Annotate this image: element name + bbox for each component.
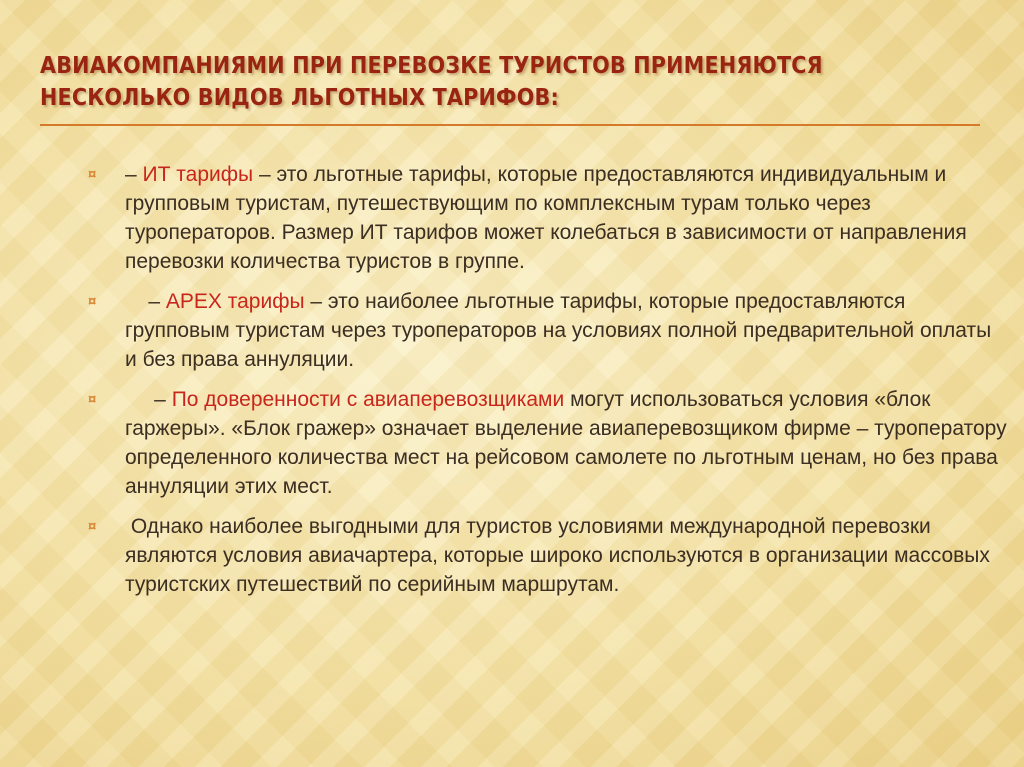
bullet-prefix: –: [125, 388, 172, 411]
bullet-highlight: ИТ тарифы: [142, 163, 254, 186]
bullet-highlight: АРЕХ тарифы: [165, 290, 305, 313]
bullet-charter: [88, 512, 1008, 599]
title-divider: [40, 124, 980, 126]
bullet-text: Однако наиболее выгодными для туристов условиями международной перевозки являются условия авиачартера, которые широко используются в организации массовых туристских путешествий по серийным маршрутам.: [125, 515, 990, 596]
bullet-text: – это льготные тарифы, которые предоставляются индивидуальным и групповым туристам, путешествующим по комплексным турам только через туроператоров. Размер ИТ тарифов может колебаться в зависимости от направления перевозки количества туристов в группе.: [125, 163, 967, 273]
bullet-block-seats: [88, 385, 1008, 501]
bullet-apex-fares: [88, 287, 1008, 374]
bullet-marker-icon: ¤: [88, 293, 97, 310]
bullet-marker-icon: ¤: [88, 391, 97, 408]
bullet-marker-icon: ¤: [88, 166, 97, 183]
bullet-text: могут использоваться условия «блок гаржеры». «Блок гражер» означает выделение авиаперевозщиком фирме – туроператору определенного количества мест на рейсовом самолете по льготным ценам, но без права аннуляции этих мест.: [125, 388, 1007, 498]
bullet-marker-icon: ¤: [88, 518, 97, 535]
bullet-prefix: –: [125, 163, 143, 186]
bullet-text: – это наиболее льготные тарифы, которые предоставляются групповым туристам через туроператоров на условиях полной предварительной оплаты и без права аннуляции.: [125, 290, 992, 371]
bullet-it-fares: [88, 160, 1008, 276]
bullet-highlight: По доверенности с авиаперевозщиками: [171, 388, 565, 411]
slide-title: АВИАКОМПАНИЯМИ ПРИ ПЕРЕВОЗКЕ ТУРИСТОВ ПРИМЕНЯЮТСЯ НЕСКОЛЬКО ВИДОВ ЛЬГОТНЫХ ТАРИФОВ:: [40, 53, 823, 111]
bullet-prefix: –: [125, 290, 166, 313]
bullet-list: [88, 160, 1008, 610]
